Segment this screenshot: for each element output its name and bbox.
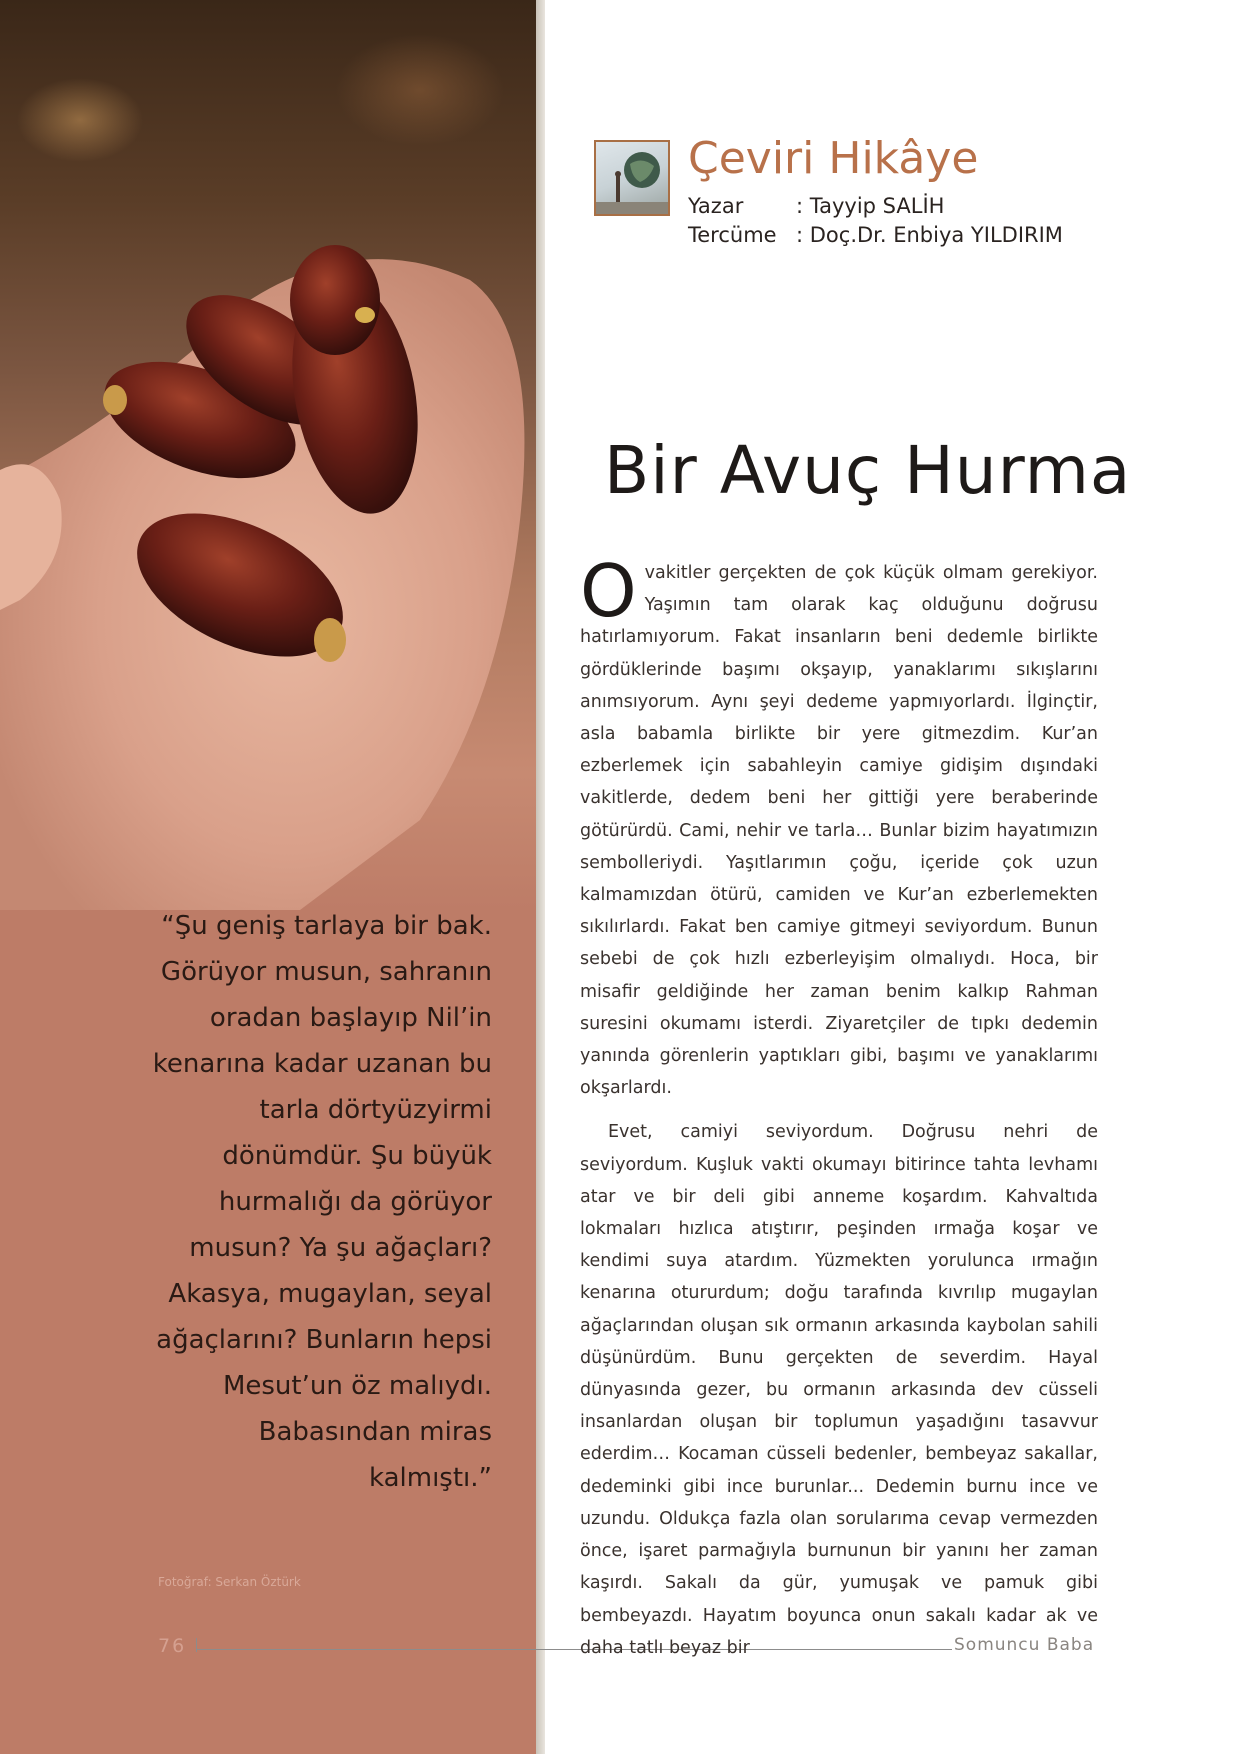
left-sidebar xyxy=(0,0,536,1754)
paragraph-1-text: vakitler gerçekten de çok küçük olmam gerekiyor. Yaşımın tam olarak kaç olduğunu doğrusu hatırlamıyorum. Fakat insanların beni dedemle birlikte gördüklerinde başımı okşayıp, yanaklarımı sıkışlarını anımsıyorum. Aynı şeyi dedeme yapmıyorlardı. İlginçtir, asla babamla birlikte bir yere gitmezdim. Kur’an ezberlemek için sabahleyin camiye gidişim dışındaki vakitlerde, dedem beni her gittiği yere beraberinde götürürdü. Cami, nehir ve tarla… Bunlar bizim hayatımızın sembolleriydi. Yaşıtlarımın çoğu, içeride çok uzun kalmamızdan ötürü, camiden ve Kur’an ezberlemekten sıkılırlardı. Fakat ben camiye gitmeyi seviyordum. Bunun sebebi de çok hızlı ezberleyişim olmalıydı. Hoca, bir misafir geldiğinde her zaman benim kalkıp Rahman suresini okumamı isterdi. Ziyaretçiler de tıpkı dedemin yanında görenlerin yaptıkları gibi, başımı ve yanaklarımı okşarlardı. xyxy=(580,563,1098,1099)
dates-in-hand-photo xyxy=(0,0,536,910)
translator-label: Tercüme xyxy=(688,223,777,247)
paragraph-1 xyxy=(580,549,1098,1104)
author-label: Yazar xyxy=(688,194,744,218)
section-title: Çeviri Hikâye xyxy=(688,133,979,184)
pull-quote: “Şu geniş tarlaya bir bak. Görüyor musun, sahranın oradan başlayıp Nil’in kenarına kadar uzanan bu tarla dörtyüzyirmi dönümdür. Şu büyük hurmalığı da görüyor musun? Ya şu ağaçları? Akasya, mugaylan, seyal ağaçlarını? Bunların hepsi Mesut’un öz malıydı. Babasından miras kalmıştı.” xyxy=(152,911,492,1493)
drop-cap: O xyxy=(580,549,637,633)
section-thumbnail xyxy=(594,140,670,216)
column-divider xyxy=(536,0,545,1754)
paragraph-2: Evet, camiyi seviyordum. Doğrusu nehri de seviyordum. Kuşluk vakti okumayı bitirince tahta levhamı atar ve bir deli gibi anneme koşardım. Kahvaltıda lokmaları hızlıca atıştırır, peşinden ırmağa koşar ve kendimi suya atardım. Yüzmekten yorulunca ırmağın kenarına otururdum; doğu tarafında kıvrılıp mugaylan ağaçlarından oluşan sık ormanın arkasında kaybolan sahili düşünürdüm. Bunu gerçekten de severdim. Hayal dünyasında gezer, bu ormanın arkasında dev cüsseli insanlardan oluşan bir toplumun yaşadığını tasavvur ederdim… Kocaman cüsseli bedenler, bembeyaz sakallar, dedeminki gibi ince burunlar... Dedemin burnu ince ve uzundu. Oldukça fazla olan sorularıma cevap vermezden önce, işaret parmağıyla burnunun bir yanını her zaman kaşırdı. Sakalı da gür, yumuşak ve pamuk gibi bembeyazdı. Hayatım boyunca onun sakalı kadar ak ve daha tatlı beyaz bir xyxy=(580,1122,1098,1658)
globe-figure-icon xyxy=(596,142,668,214)
translator-name: : Doç.Dr. Enbiya YILDIRIM xyxy=(796,223,1063,247)
article-body xyxy=(580,549,1098,1676)
author-name: : Tayyip SALİH xyxy=(796,194,945,218)
photo-illustration xyxy=(0,0,536,910)
magazine-name: Somuncu Baba xyxy=(954,1635,1095,1655)
translator-line xyxy=(688,223,1063,247)
author-line xyxy=(688,194,944,218)
page-number: 76 xyxy=(158,1635,187,1657)
article-title: Bir Avuç Hurma xyxy=(604,432,1132,509)
photo-credit: Fotoğraf: Serkan Öztürk xyxy=(158,1575,301,1589)
